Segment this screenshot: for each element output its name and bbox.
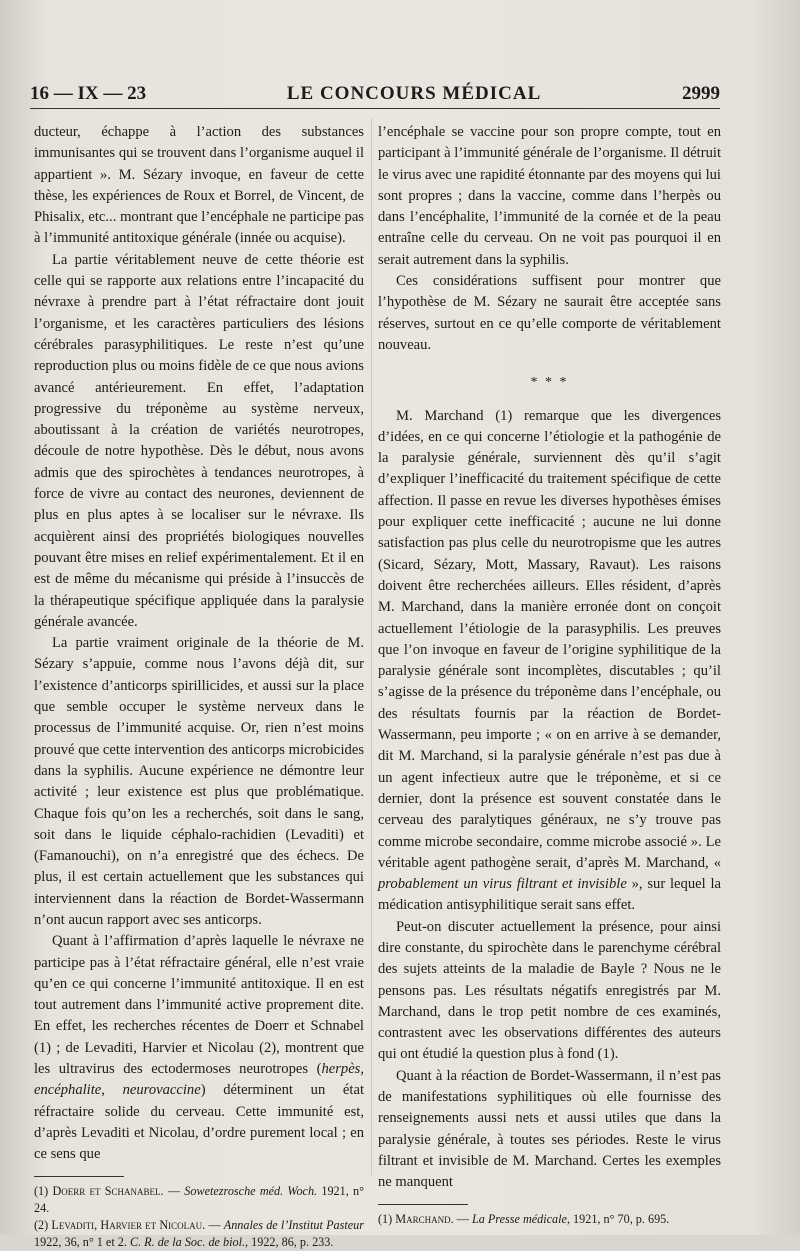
paragraph: Quant à la réaction de Bordet-Wassermann, il n’est pas de manifestations syphilitiques où elle fournisse des renseignements aussi nets et aussi utiles que dans la paralysie générale, à toutes ses périodes. Reste le virus filtrant et invisible de M. Marchand. Certes les exemples ne manquent <box>378 1067 721 1191</box>
header-rule <box>30 108 720 109</box>
footnote-rule <box>378 1204 468 1205</box>
paragraph: Ces considérations suffisent pour montrer que l’hypothèse de M. Sézary ne saurait être acceptée sans réserves, surtout en ce qu’elle comporte de véritablement nouveau. <box>378 273 721 353</box>
footnote: (2) Levaditi, Harvier et Nicolau. — Annales de l’Institut Pasteur 1922, 36, n° 1 et 2. C. R. de la Soc. de biol., 1922, 86, p. 233. <box>34 1217 364 1249</box>
paragraph: La partie véritablement neuve de cette théorie est celle qui se rapporte aux relations entre l’incapacité du névraxe à prendre part à l’état réfractaire dont jouit l’organisme, et les caractères particuliers des lésions cérébrales parasyphilitiques. Le reste n’est qu’une reproduction plus ou moins fidèle de ce que nous avions avancé antérieurement. En effet, l’adaptation progressive du tréponème au système nerveux, aboutissant à la création de variétés neurotropes, découle de notre hypothèse. Dès le début, nous avons admis que des spirochètes à tendances neurotropes, à force de vivre au contact des neurones, deviennent de plus en plus aptes à se localiser sur le névraxe. Ils acquièrent ainsi des propriétés biologiques nouvelles pouvant être mises en relief expérimentalement. Et il en est de même du mécanisme qui préside à l’insuccès de la thérapeutique spécifique appliquée dans la paralysie générale avancée. <box>34 251 364 630</box>
left-column <box>34 122 364 1251</box>
journal-title: LE CONCOURS MÉDICAL <box>286 83 542 104</box>
paragraph: ducteur, échappe à l’action des substances immunisantes qui se trouvent dans l’organisme auquel il appartient ». M. Sézary invoque, en faveur de cette thèse, les expériences de Roux et Borrel, de Vincent, de Phisalix, etc... montrant que l’encéphale ne participe pas à l’immunité antitoxique générale (innée ou acquise). <box>34 124 364 247</box>
footnote: (1) Marchand. — La Presse médicale, 1921, n° 70, p. 695. <box>378 1211 670 1226</box>
footnote-rule <box>34 1176 124 1177</box>
page-header <box>30 80 720 108</box>
paragraph: l’encéphale se vaccine pour son propre compte, tout en participant à l’immunité générale de l’organisme. Il détruit le virus avec une rapidité étonnante par des moyens qui lui sont propres ; dans la vaccine, comme dans l’herpès ou dans l’encéphalite, l’immunité de la cornée et de la peau entraîne celle du cerveau. On ne voit pas pourquoi il en serait autrement dans la syphilis. <box>378 124 721 268</box>
paragraph: Peut-on discuter actuellement la présence, pour ainsi dire constante, du spirochète dans le parenchyme cérébral des sujets atteints de la maladie de Bayle ? Nous ne le pensons pas. Les résultats négatifs enregistrés par M. Marchand, dans le trop petit nombre de ces examinés, contrastent avec les observations différentes des auteurs qui ont étudié la question plus à fond (1). <box>378 918 721 1063</box>
page-number: 2999 <box>681 83 720 104</box>
column-divider <box>371 118 372 1175</box>
issue-date: 16 — IX — 23 <box>30 83 147 104</box>
footnote: (1) Doerr et Schanabel. — Sowetezrosche méd. Woch. 1921, n° 24. <box>34 1183 364 1215</box>
right-column <box>378 122 721 1228</box>
paragraph: M. Marchand (1) remarque que les divergences d’idées, en ce qui concerne l’étiologie et la pathogénie de la paralysie générale, surviennent dès qu’il s’agit d’expliquer l’inefficacité du traitement spécifique de cette affection. Il passe en revue les diverses hypothèses émises pour expliquer cette inefficacité ; aucune ne lui donne satisfaction pas plus celle du neurotropisme que les autres (Sicard, Sézary, Mott, Massary, Ravaut). Les raisons doivent être recherchées ailleurs. Elles résident, d’après M. Marchand, dans la manière erronée dont on conçoit actuellement l’étiologie de la parasyphilis. Les preuves que l’on invoque en faveur de l’origine syphilitique de la paralysie générale sont incomplètes, discutables ; qu’il s’agisse de la présence du tréponème dans l’encéphale, ou des résultats fournis par la réaction de Bordet-Wassermann, peu importe ; « on en arrive à se demander, dit M. Marchand, si la paralysie générale n’est pas due à un agent infectieux autre que le tréponème, et si ce dernier, dont la présence est souvent constatée dans le cerveau des paralytiques généraux, ne s’y trouve pas comme microbe secondaire, comme microbe associé ». Le véritable agent pathogène serait, d’après M. Marchand, « probablement un virus filtrant et invisible », sur lequel la médication antisyphilitique serait sans effet. <box>378 407 721 914</box>
paragraph: La partie vraiment originale de la théorie de M. Sézary s’appuie, comme nous l’avons déjà dit, sur l’existence d’anticorps spirillicides, et aussi sur la place que semble occuper le système nerveux dans le processus de l’immunité acquise. Or, rien n’est moins prouvé que cette intervention des anticorps microbicides dans la syphilis. Aucune expérience ne démontre leur activité ; leur existence est plus que problématique. Chaque fois qu’on les a recherchés, soit dans le sang, soit dans le liquide céphalo-rachidien (Levaditi) et (Famanouchi), on n’a enregistré que des échecs. De plus, il est certain actuellement que les substances qui interviennent dans la réaction de Bordet-Wassermann n’ont aucun rapport avec ses anticorps. <box>34 635 364 928</box>
paragraph: Quant à l’affirmation d’après laquelle le névraxe ne participe pas à l’état réfractaire général, elle n’est vraie qu’en ce qui concerne l’immunité antitoxique. Il en est tout autrement dans l’immunité active proprement dite. En effet, les recherches récentes de Doerr et Schnabel (1) ; de Levaditi, Harvier et Nicolau (2), montrent que les ultravirus des ectodermoses neurotropes (herpès, encéphalite, neurovaccine) déterminent un état réfractaire solide du cerveau. Cette immunité est, d’après Levaditi et Nicolau, d’ordre purement local ; en ce sens que <box>34 933 365 1163</box>
section-separator: * * * <box>530 375 569 391</box>
